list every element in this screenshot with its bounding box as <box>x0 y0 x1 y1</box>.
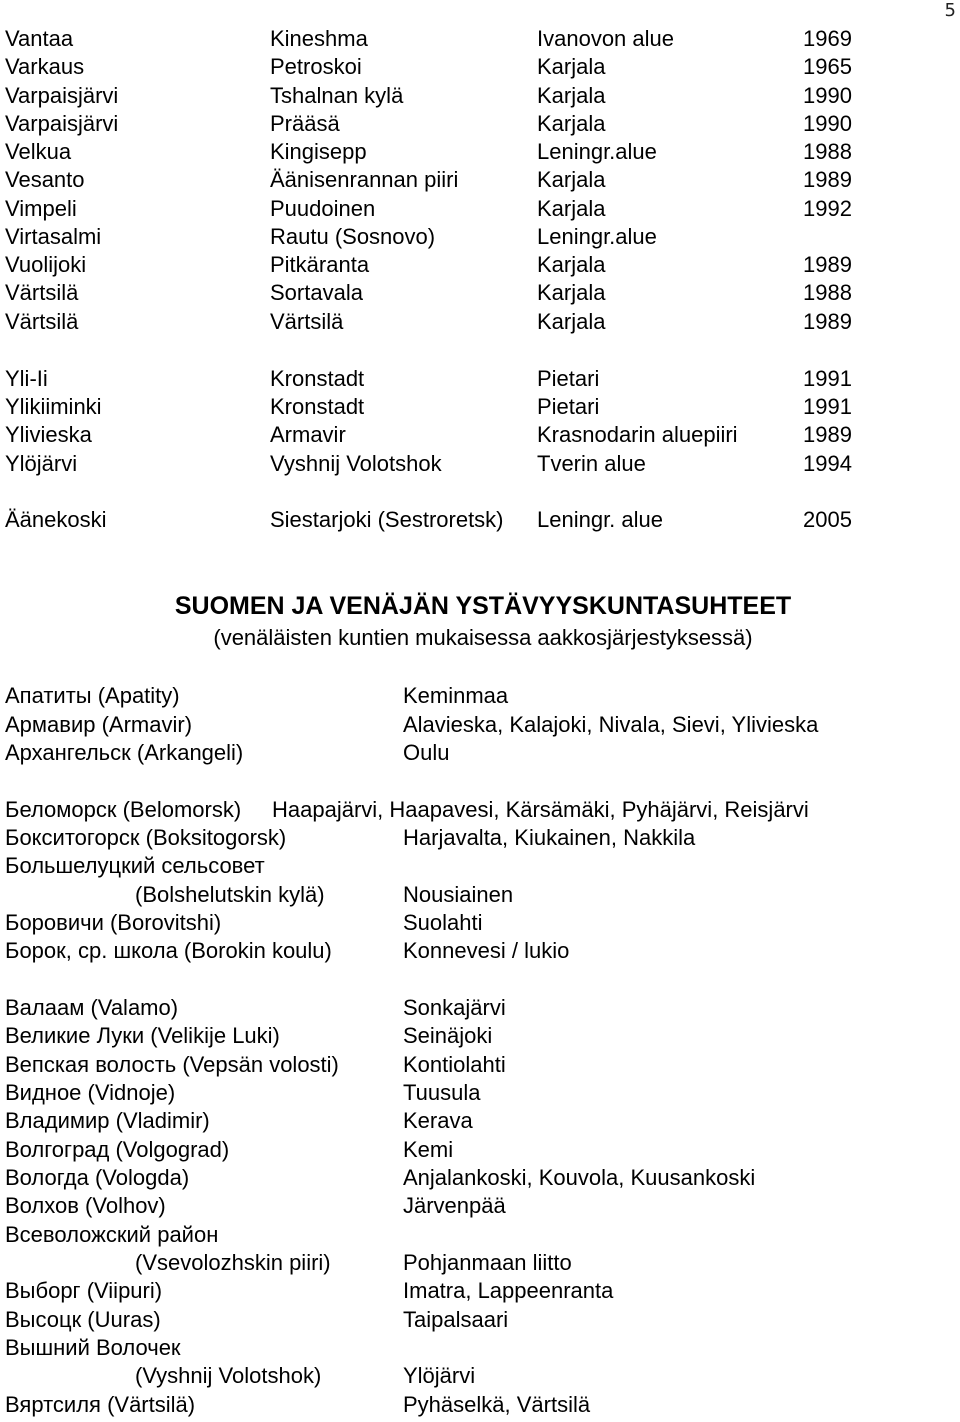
section-title: SUOMEN JA VENÄJÄN YSTÄVYYSKUNTASUHTEET <box>174 592 792 620</box>
finnish-municipality: Varpaisjärvi <box>5 83 119 108</box>
year: 1990 <box>803 83 852 108</box>
russian-municipality: Армавир (Armavir) <box>5 712 193 737</box>
finnish-municipality: Vesanto <box>5 167 85 192</box>
finnish-municipality: Varkaus <box>5 54 85 79</box>
year: 1994 <box>803 451 852 476</box>
region: Karjala <box>537 309 606 334</box>
russian-municipality: Борок, ср. школа (Borokin koulu) <box>5 938 332 963</box>
finnish-partners: Pohjanmaan liitto <box>403 1250 572 1275</box>
region: Karjala <box>537 54 606 79</box>
russian-partner: Värtsilä <box>270 309 344 334</box>
finnish-partners: Suolahti <box>403 910 483 935</box>
finnish-partners: Kontiolahti <box>403 1052 506 1077</box>
section-heading <box>0 592 960 651</box>
finnish-partners: Haapajärvi, Haapavesi, Kärsämäki, Pyhäjärvi, Reisjärvi <box>272 797 809 822</box>
russian-partner: Kingisepp <box>270 139 367 164</box>
year: 1990 <box>803 111 852 136</box>
finnish-partners: Ylöjärvi <box>403 1363 476 1388</box>
russian-municipality: (Vyshnij Volotshok) <box>135 1363 322 1388</box>
region: Krasnodarin aluepiiri <box>537 422 738 447</box>
finnish-partners: Kerava <box>403 1108 473 1133</box>
russian-municipality: Апатиты (Apatity) <box>5 683 180 708</box>
finnish-partners: Taipalsaari <box>403 1307 509 1332</box>
russian-municipality: (Bolshelutskin kylä) <box>135 882 325 907</box>
section-subtitle: (venäläisten kuntien mukaisessa aakkosjärjestyksessä) <box>213 625 753 650</box>
russian-partner: Kineshma <box>270 26 368 51</box>
russian-municipality: Вяртсиля (Värtsilä) <box>5 1392 196 1417</box>
finnish-partners: Anjalankoski, Kouvola, Kuusankoski <box>403 1165 756 1190</box>
region: Ivanovon alue <box>537 26 674 51</box>
page-number: 5 <box>944 0 956 21</box>
region: Leningr.alue <box>537 224 657 249</box>
russian-municipality: Великие Луки (Velikije Luki) <box>5 1023 280 1048</box>
russian-municipality: Беломорск (Belomorsk) <box>5 797 242 822</box>
russian-municipality: Вышний Волочек <box>5 1335 181 1360</box>
russian-municipality: Волхов (Volhov) <box>5 1193 166 1218</box>
russian-municipality: Вологда (Vologda) <box>5 1165 190 1190</box>
russian-partner: Armavir <box>270 422 346 447</box>
year: 1991 <box>803 366 852 391</box>
year: 1989 <box>803 252 852 277</box>
russian-municipality: Вепская волость (Vepsän volosti) <box>5 1052 339 1077</box>
finnish-municipality: Velkua <box>5 139 72 164</box>
finnish-partners: Sonkajärvi <box>403 995 506 1020</box>
finnish-partners: Keminmaa <box>403 683 509 708</box>
year: 1988 <box>803 280 852 305</box>
russian-partner: Pitkäranta <box>270 252 370 277</box>
finnish-municipality: Ylivieska <box>5 422 92 447</box>
russian-municipality: Валаам (Valamo) <box>5 995 179 1020</box>
finnish-partners: Imatra, Lappeenranta <box>403 1278 614 1303</box>
finnish-partners: Oulu <box>403 740 450 765</box>
russian-partner: Petroskoi <box>270 54 362 79</box>
finnish-municipality: Vuolijoki <box>5 252 87 277</box>
finnish-partners: Nousiainen <box>403 882 514 907</box>
russian-municipality: Большелуцкий сельсовет <box>5 853 265 878</box>
finnish-municipality: Värtsilä <box>5 280 79 305</box>
russian-municipality: Архангельск (Arkangeli) <box>5 740 244 765</box>
region: Pietari <box>537 394 600 419</box>
russian-municipality: Волгоград (Volgograd) <box>5 1137 230 1162</box>
russian-partner: Sortavala <box>270 280 363 305</box>
finnish-municipality: Ylikiiminki <box>5 394 102 419</box>
russian-partner: Kronstadt <box>270 394 365 419</box>
year: 1989 <box>803 422 852 447</box>
year: 1991 <box>803 394 852 419</box>
finnish-partners: Kemi <box>403 1137 454 1162</box>
russian-municipality: (Vsevolozhskin piiri) <box>135 1250 331 1275</box>
russian-partner: Prääsä <box>270 111 340 136</box>
finnish-partners: Seinäjoki <box>403 1023 493 1048</box>
russian-municipality: Владимир (Vladimir) <box>5 1108 210 1133</box>
finnish-municipality: Varpaisjärvi <box>5 111 119 136</box>
finnish-municipality: Äänekoski <box>5 507 107 532</box>
russian-partner: Puudoinen <box>270 196 376 221</box>
finnish-municipality: Virtasalmi <box>5 224 102 249</box>
region: Leningr. alue <box>537 507 663 532</box>
finnish-partners: Harjavalta, Kiukainen, Nakkila <box>403 825 696 850</box>
region: Pietari <box>537 366 600 391</box>
russian-partner: Vyshnij Volotshok <box>270 451 442 476</box>
russian-municipality: Бокситогорск (Boksitogorsk) <box>5 825 287 850</box>
finnish-municipality: Värtsilä <box>5 309 79 334</box>
finnish-municipality: Vantaa <box>5 26 74 51</box>
finnish-municipality: Vimpeli <box>5 196 77 221</box>
region: Karjala <box>537 252 606 277</box>
region: Leningr.alue <box>537 139 657 164</box>
finnish-municipality: Ylöjärvi <box>5 451 78 476</box>
year: 1988 <box>803 139 852 164</box>
year: 2005 <box>803 507 852 532</box>
russian-partner: Tshalnan kylä <box>270 83 404 108</box>
region: Karjala <box>537 83 606 108</box>
finnish-partners: Järvenpää <box>403 1193 506 1218</box>
russian-partner: Siestarjoki (Sestroretsk) <box>270 507 504 532</box>
finnish-partners: Konnevesi / lukio <box>403 938 570 963</box>
russian-partner: Äänisenrannan piiri <box>270 167 459 192</box>
russian-partner: Rautu (Sosnovo) <box>270 224 436 249</box>
finnish-partners: Alavieska, Kalajoki, Nivala, Sievi, Ylivieska <box>403 712 819 737</box>
year: 1992 <box>803 196 852 221</box>
russian-municipality: Высоцк (Uuras) <box>5 1307 161 1332</box>
finnish-municipality: Yli-Ii <box>5 366 48 391</box>
russian-municipality: Боровичи (Borovitshi) <box>5 910 222 935</box>
finnish-partners: Pyhäselkä, Värtsilä <box>403 1392 591 1417</box>
region: Karjala <box>537 167 606 192</box>
region: Karjala <box>537 111 606 136</box>
finnish-partners: Tuusula <box>403 1080 481 1105</box>
year: 1969 <box>803 26 852 51</box>
region: Karjala <box>537 196 606 221</box>
region: Tverin alue <box>537 451 646 476</box>
year: 1989 <box>803 167 852 192</box>
russian-municipality: Выборг (Viipuri) <box>5 1278 163 1303</box>
russian-municipality: Всеволожский район <box>5 1222 219 1247</box>
year: 1965 <box>803 54 852 79</box>
region: Karjala <box>537 280 606 305</box>
russian-municipality: Видное (Vidnoje) <box>5 1080 176 1105</box>
russian-partner: Kronstadt <box>270 366 365 391</box>
year: 1989 <box>803 309 852 334</box>
